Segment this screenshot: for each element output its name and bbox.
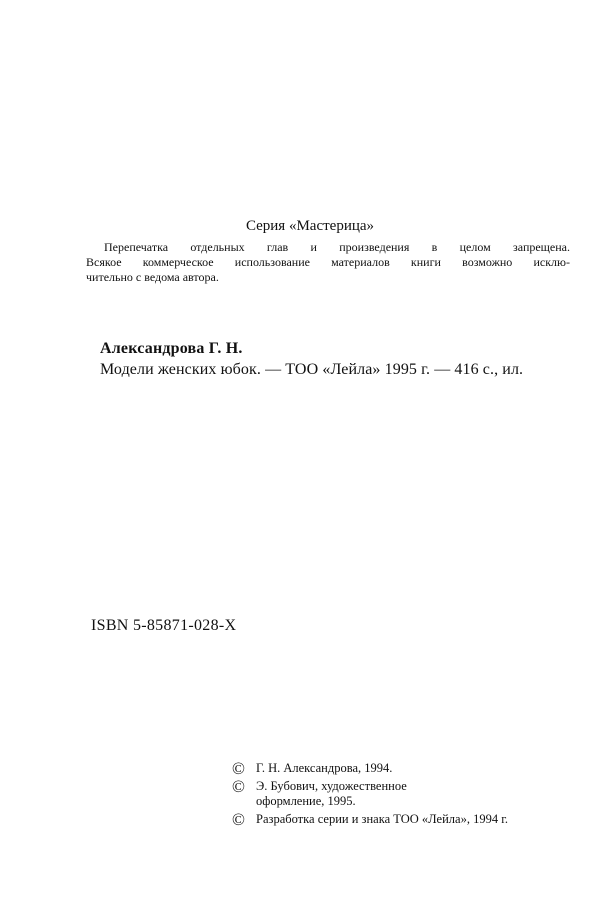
- credit-artist: [232, 779, 572, 809]
- copyright-credits: [232, 761, 572, 830]
- author-name: Александрова Г. Н.: [100, 340, 243, 357]
- copyright-icon: ©: [232, 810, 245, 829]
- notice-line-2: Всякое коммерческое использование материалов книги возможно исклю-: [86, 255, 570, 269]
- series-title: Серия «Мастерица»: [245, 218, 375, 234]
- copyright-icon: ©: [232, 759, 245, 778]
- credit-artist-text-1: Э. Бубович, художественное: [256, 779, 407, 793]
- copyright-notice: [86, 240, 570, 285]
- copyright-icon: ©: [232, 777, 245, 796]
- credit-author: [232, 761, 572, 776]
- credit-artist-text-2: оформление, 1995.: [256, 794, 356, 808]
- notice-line-3: чительно с ведома автора.: [86, 270, 219, 284]
- notice-line-1: Перепечатка отдельных глав и произведения в целом запрещена.: [104, 240, 570, 254]
- credit-series: [232, 812, 572, 827]
- credit-author-text: Г. Н. Александрова, 1994.: [256, 761, 393, 775]
- bibliographic-record: [100, 338, 570, 380]
- isbn-number: ISBN 5-85871-028-X: [91, 617, 237, 634]
- credit-series-text: Разработка серии и знака ТОО «Лейла», 1994 г.: [256, 812, 509, 826]
- book-description: Модели женских юбок. — ТОО «Лейла» 1995 г. — 416 с., ил.: [100, 361, 524, 378]
